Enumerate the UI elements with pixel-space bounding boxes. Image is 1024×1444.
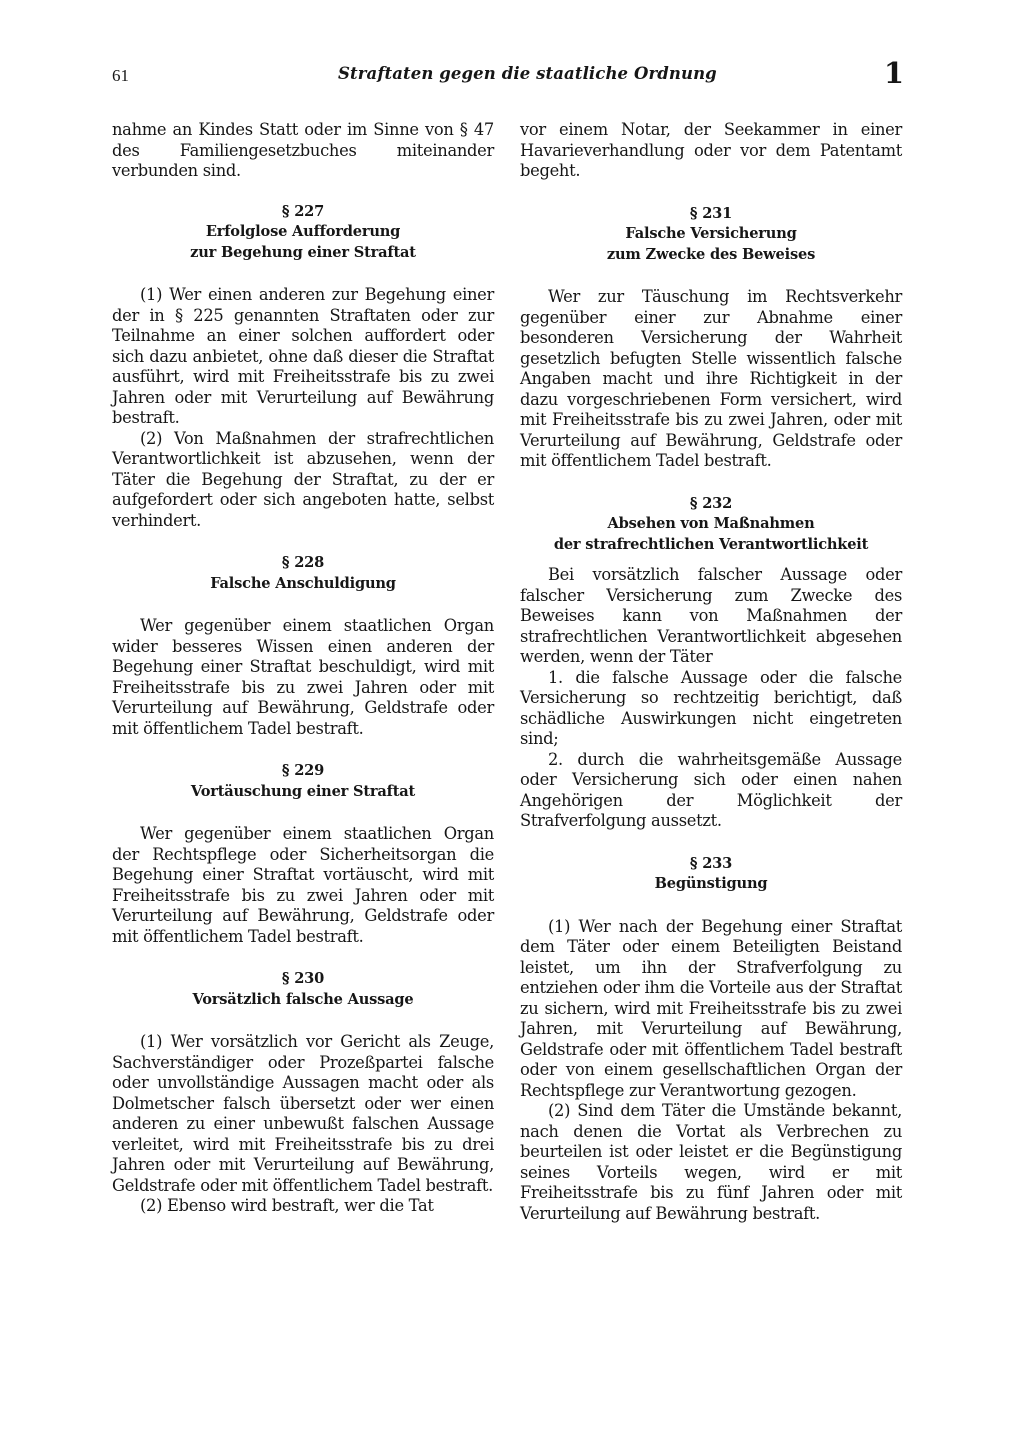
- section-232-item-1: 1. die falsche Aussage oder die falsche Versicherung so rechtzeitig berichtigt, daß schädliche Auswirkungen nicht eingetreten sind;: [520, 667, 902, 748]
- section-231-title-line1: Falsche Versicherung: [625, 225, 797, 242]
- section-232-number: § 232: [689, 494, 733, 512]
- section-230-number: § 230: [281, 970, 325, 987]
- continued-paragraph: vor einem Notar, der Seekammer in einer Havarieverhandlung oder vor dem Patentamt begeht.: [520, 120, 902, 180]
- section-233-paragraph-2: (2) Sind dem Täter die Umstände bekannt, nach denen die Vortat als Verbrechen zu beurteilen ist oder leistet er die Begünstigung seines Vorteils wegen, wird er mit Freiheitsstrafe bis zu fünf Jahren oder mit Verurteilung auf Bewährung bestraft.: [520, 1101, 902, 1223]
- section-229-title: Vortäuschung einer Straftat: [190, 782, 416, 800]
- section-229-number: § 229: [281, 762, 325, 779]
- right-column: [520, 120, 902, 1224]
- section-228-paragraph-1: Wer gegenüber einem staatlichen Organ wider besseres Wissen einen anderen der Begehung einer Straftat beschuldigt, wird mit Freiheitsstrafe bis zu zwei Jahren oder mit Verurteilung auf Bewährung, Geldstrafe oder mit öffentlichem Tadel bestraft.: [112, 616, 494, 738]
- section-227-paragraph-1: (1) Wer einen anderen zur Begehung einer der in § 225 genannten Straftaten oder zur Teilnahme an einer solchen auffordert oder sich dazu anbietet, ohne daß dieser die Straftat ausführt, wird mit Freiheitsstrafe bis zu zwei Jahren oder mit Verurteilung auf Bewährung bestraft.: [112, 285, 494, 427]
- left-column: [112, 120, 494, 1217]
- section-230-title: Vorsätzlich falsche Aussage: [192, 990, 414, 1008]
- section-230-paragraph-1: (1) Wer vorsätzlich vor Gericht als Zeuge, Sachverständiger oder Prozeßpartei falsche oder unvollständige Aussagen macht oder als Dolmetscher falsch übersetzt oder wer einen anderen zu einer unbewußt falschen Aussage verleitet, wird mit Freiheitsstrafe bis zu drei Jahren oder mit Verurteilung auf Bewährung, Geldstrafe oder mit öffentlichem Tadel bestraft.: [112, 1032, 494, 1195]
- chapter-number: 1: [883, 56, 904, 90]
- section-232-title-line2: der strafrechtlichen Verantwortlichkeit: [553, 535, 869, 553]
- section-227-title-line1: Erfolglose Aufforderung: [205, 223, 401, 240]
- section-231-paragraph-1: Wer zur Täuschung im Rechtsverkehr gegenüber einer zur Abnahme einer besonderen Versicherung der Wahrheit gesetzlich befugten Stelle wissentlich falsche Angaben macht und ihre Richtigkeit in der dazu vorgeschriebenen Form versichert, wird mit Freiheitsstrafe bis zu zwei Jahren, oder mit Verurteilung auf Bewährung, Geldstrafe oder mit öffentlichem Tadel bestraft.: [520, 287, 902, 470]
- section-232-paragraph-1: Bei vorsätzlich falscher Aussage oder falscher Versicherung zum Zwecke des Beweises kann von Maßnahmen der strafrechtlichen Verantwortlichkeit abgesehen werden, wenn der Täter: [520, 565, 902, 666]
- section-227-title-line2: zur Begehung einer Straftat: [190, 243, 416, 261]
- running-title: Straftaten gegen die staatliche Ordnung: [338, 64, 717, 83]
- section-232-title-line1: Absehen von Maßnahmen: [607, 515, 815, 532]
- section-233-title: Begünstigung: [654, 875, 768, 892]
- section-231-number: § 231: [689, 204, 733, 222]
- section-228-title: Falsche Anschuldigung: [210, 574, 396, 592]
- section-233-paragraph-1: (1) Wer nach der Begehung einer Straftat dem Täter oder einem Beteiligten Beistand leistet, um ihn der Strafverfolgung zu entziehen oder ihm die Vorteile aus der Straftat zu sichern, wird mit Freiheitsstrafe bis zu zwei Jahren, mit Verurteilung auf Bewährung, Geldstrafe oder mit öffentlichem Tadel bestraft oder von einem gesellschaftlichen Organ der Rechtspflege zur Verantwortung gezogen.: [520, 916, 902, 1100]
- page-header: [112, 56, 912, 92]
- continued-paragraph: nahme an Kindes Statt oder im Sinne von § 47 des Familiengesetzbuches miteinander verbunden sind.: [112, 120, 494, 180]
- section-229-paragraph-1: Wer gegenüber einem staatlichen Organ der Rechtspflege oder Sicherheitsorgan die Begehung einer Straftat vortäuscht, wird mit Freiheitsstrafe bis zu zwei Jahren oder mit Verurteilung auf Bewährung, Geldstrafe oder mit öffentlichem Tadel bestraft.: [112, 824, 494, 946]
- section-233-number: § 233: [689, 854, 733, 872]
- section-230-paragraph-2: (2) Ebenso wird bestraft, wer die Tat: [140, 1196, 434, 1215]
- section-231-title-line2: zum Zwecke des Beweises: [606, 245, 816, 263]
- section-227-paragraph-2: (2) Von Maßnahmen der strafrechtlichen Verantwortlichkeit ist abzusehen, wenn der Täter die Begehung der Straftat, zu der er aufgefordert oder sich angeboten hatte, selbst verhindert.: [112, 428, 494, 530]
- page-number: 61: [112, 66, 129, 85]
- section-228-number: § 228: [281, 554, 325, 571]
- section-232-item-2: 2. durch die wahrheitsgemäße Aussage oder Versicherung sich oder einen nahen Angehörigen der Möglichkeit der Strafverfolgung aussetzt.: [520, 749, 902, 830]
- section-227-number: § 227: [281, 202, 325, 220]
